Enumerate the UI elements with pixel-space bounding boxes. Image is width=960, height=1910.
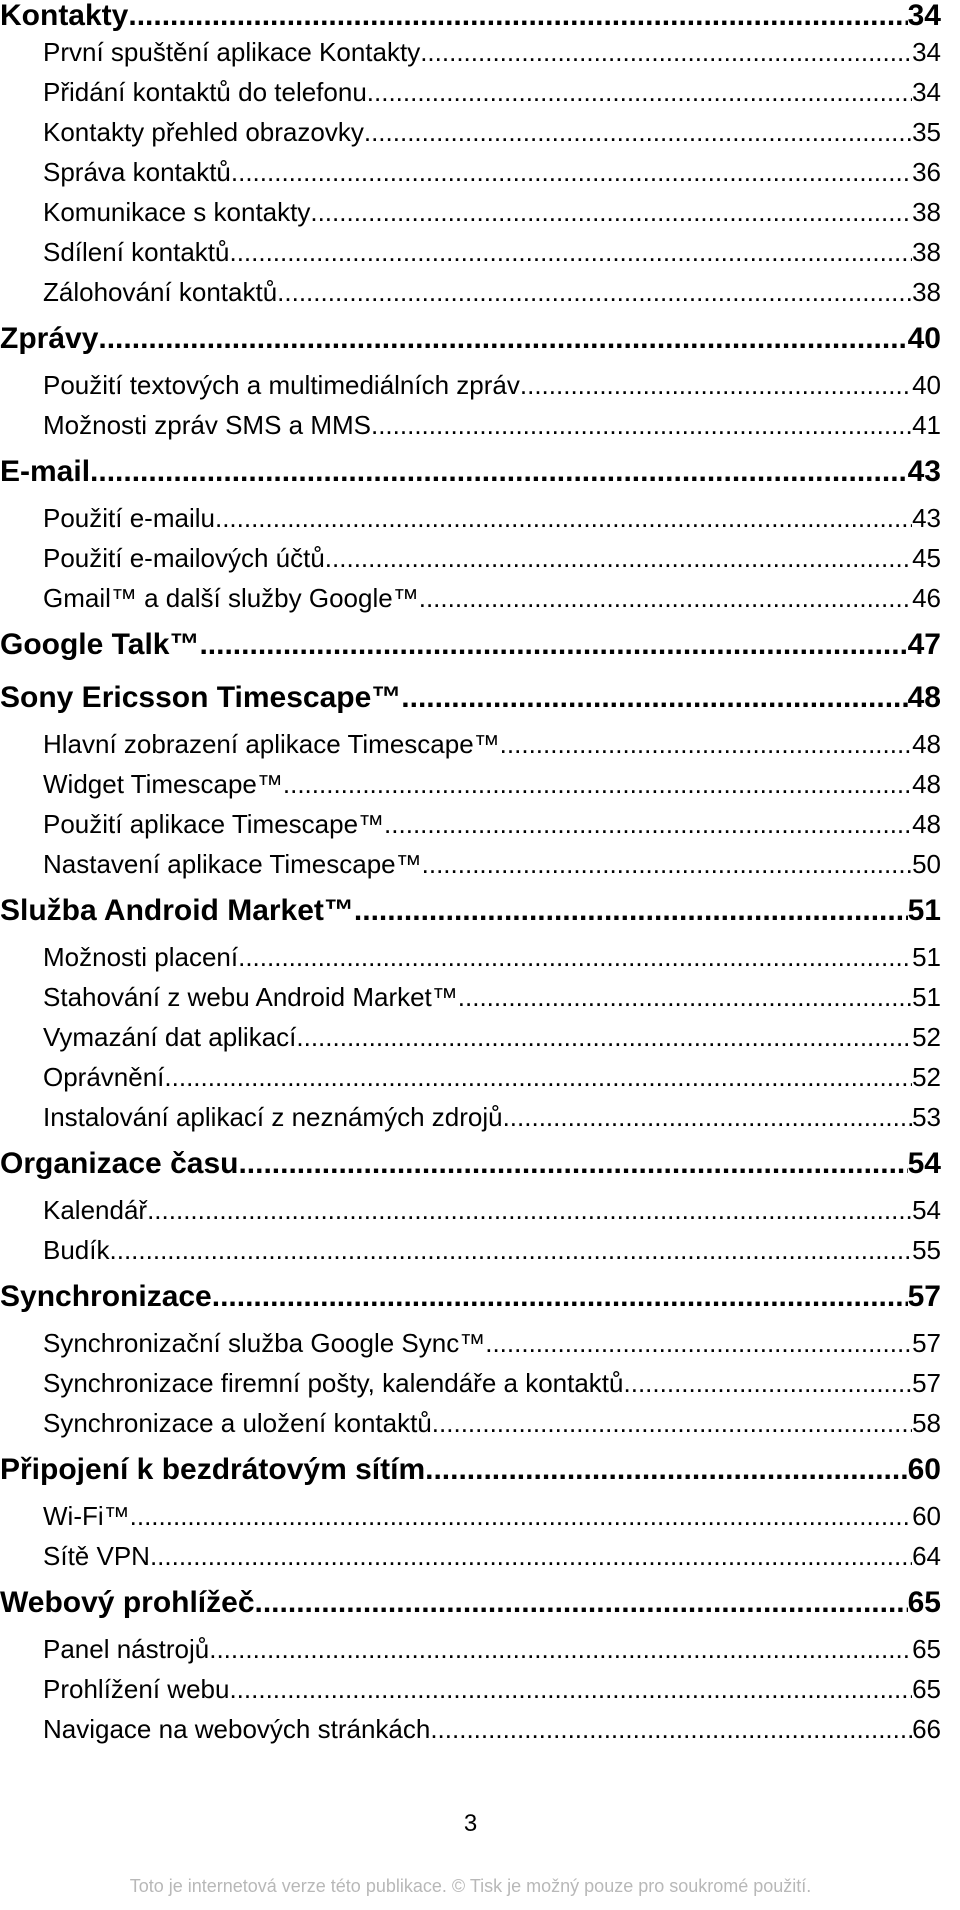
toc-entry-page: 45 — [912, 543, 941, 573]
toc-section-row[interactable] — [0, 1709, 941, 1749]
toc-entry-page: 66 — [912, 1714, 941, 1744]
dot-leader — [310, 192, 912, 232]
dot-leader — [422, 844, 912, 884]
toc-entry-title: Použití aplikace Timescape™ — [43, 809, 385, 839]
toc-chapter-row[interactable] — [0, 312, 941, 365]
toc-entry-title: Oprávnění — [43, 1062, 165, 1092]
dot-leader — [229, 1669, 912, 1709]
toc-section-row[interactable] — [0, 1097, 941, 1137]
dot-leader — [238, 1137, 907, 1190]
toc-entry-title: Kalendář — [43, 1195, 148, 1225]
footer-note: Toto je internetová verze této publikace. © Tisk je možný pouze pro soukromé použití. — [129, 1876, 812, 1896]
toc-entry-page: 55 — [912, 1235, 941, 1265]
toc-section-row[interactable] — [0, 1323, 941, 1363]
toc-entry-title: První spuštění aplikace Kontakty — [43, 37, 421, 67]
dot-leader — [384, 804, 912, 844]
dot-leader — [231, 152, 912, 192]
toc-entry-page: 48 — [912, 809, 941, 839]
toc-entry-page: 34 — [907, 0, 941, 32]
toc-section-row[interactable] — [0, 192, 941, 232]
dot-leader — [371, 405, 912, 445]
toc-entry-title: Připojení k bezdrátovým sítím — [0, 1453, 426, 1486]
toc-entry-title: Komunikace s kontakty — [43, 197, 311, 227]
toc-entry-title: Zálohování kontaktů — [43, 277, 278, 307]
dot-leader — [283, 764, 912, 804]
toc-entry-title: Synchronizace firemní pošty, kalendáře a kontaktů — [43, 1368, 624, 1398]
toc-entry-title: Synchronizace — [0, 1280, 212, 1313]
toc-entry-page: 54 — [912, 1195, 941, 1225]
toc-section-row[interactable] — [0, 764, 941, 804]
toc-entry-page: 54 — [907, 1147, 941, 1180]
dot-leader — [98, 312, 907, 365]
toc-entry-title: Gmail™ a další služby Google™ — [43, 583, 419, 613]
toc-entry-title: Kontakty přehled obrazovky — [43, 117, 364, 147]
toc-entry-title: Stahování z webu Android Market™ — [43, 982, 458, 1012]
dot-leader — [325, 538, 912, 578]
toc-entry-title: Widget Timescape™ — [43, 769, 283, 799]
dot-leader — [128, 0, 907, 32]
toc-entry-page: 43 — [907, 455, 941, 488]
toc-entry-title: E-mail — [0, 455, 91, 488]
toc-entry-page: 51 — [907, 894, 941, 927]
dot-leader — [503, 1097, 913, 1137]
toc-entry-page: 34 — [912, 77, 941, 107]
toc-section-row[interactable] — [0, 498, 941, 538]
toc-section-row[interactable] — [0, 152, 941, 192]
dot-leader — [147, 1190, 912, 1230]
toc-entry-title: Sítě VPN — [43, 1541, 150, 1571]
dot-leader — [367, 72, 912, 112]
dot-leader — [364, 112, 912, 152]
dot-leader — [130, 1496, 912, 1536]
toc-entry-title: Sdílení kontaktů — [43, 237, 230, 267]
toc-entry-title: Správa kontaktů — [43, 157, 231, 187]
toc-entry-page: 60 — [907, 1453, 941, 1486]
toc-entry-page: 48 — [907, 681, 941, 714]
toc-entry-page: 52 — [912, 1062, 941, 1092]
toc-entry-title: Sony Ericsson Timescape™ — [0, 681, 402, 714]
dot-leader — [520, 365, 912, 405]
toc-entry-page: 57 — [912, 1368, 941, 1398]
toc-entry-title: Synchronizační služba Google Sync™ — [43, 1328, 486, 1358]
toc-entry-page: 41 — [912, 410, 941, 440]
toc-entry-page: 48 — [912, 769, 941, 799]
toc-entry-page: 47 — [907, 628, 941, 661]
toc-section-row[interactable] — [0, 1536, 941, 1576]
toc-chapter-row[interactable] — [0, 1443, 941, 1496]
toc-entry-page: 35 — [912, 117, 941, 147]
toc-section-row[interactable] — [0, 405, 941, 445]
dot-leader — [354, 884, 908, 937]
toc-entry-page: 43 — [912, 503, 941, 533]
dot-leader — [229, 232, 912, 272]
toc-entry-title: Služba Android Market™ — [0, 894, 354, 927]
dot-leader — [90, 445, 908, 498]
toc-section-row[interactable] — [0, 32, 941, 72]
toc-section-row[interactable] — [0, 1057, 941, 1097]
toc-entry-title: Budík — [43, 1235, 110, 1265]
toc-entry-title: Organizace času — [0, 1147, 239, 1180]
toc-section-row[interactable] — [0, 1190, 941, 1230]
dot-leader — [401, 671, 907, 724]
toc-entry-page: 65 — [912, 1634, 941, 1664]
toc-entry-page: 40 — [907, 322, 941, 355]
toc-entry-title: Použití e-mailových účtů — [43, 543, 325, 573]
dot-leader — [419, 578, 912, 618]
toc-section-row[interactable] — [0, 112, 941, 152]
toc-entry-title: Vymazání dat aplikací — [43, 1022, 297, 1052]
toc-entry-page: 57 — [907, 1280, 941, 1313]
toc-chapter-row[interactable] — [0, 0, 941, 32]
toc-entry-page: 38 — [912, 197, 941, 227]
dot-leader — [430, 1709, 912, 1749]
toc-chapter-row[interactable] — [0, 445, 941, 498]
toc-entry-page: 51 — [912, 982, 941, 1012]
toc-entry-title: Synchronizace a uložení kontaktů — [43, 1408, 432, 1438]
toc-section-row[interactable] — [0, 844, 941, 884]
toc-chapter-row[interactable] — [0, 1270, 941, 1323]
toc-section-row[interactable] — [0, 1230, 941, 1270]
toc-section-row[interactable] — [0, 1629, 941, 1669]
dot-leader — [255, 1576, 908, 1629]
toc-section-row[interactable] — [0, 365, 941, 405]
toc-entry-title: Hlavní zobrazení aplikace Timescape™ — [43, 729, 500, 759]
toc-section-row[interactable] — [0, 1496, 941, 1536]
dot-leader — [277, 272, 912, 312]
toc-entry-title: Přidání kontaktů do telefonu — [43, 77, 367, 107]
toc-entry-title: Navigace na webových stránkách — [43, 1714, 431, 1744]
toc-entry-page: 34 — [912, 37, 941, 67]
dot-leader — [624, 1363, 913, 1403]
toc-section-row[interactable] — [0, 272, 941, 312]
toc-entry-page: 50 — [912, 849, 941, 879]
toc-entry-title: Zprávy — [0, 322, 99, 355]
toc-entry-page: 38 — [912, 277, 941, 307]
toc-entry-page: 57 — [912, 1328, 941, 1358]
toc-entry-page: 64 — [912, 1541, 941, 1571]
toc-entry-page: 53 — [912, 1102, 941, 1132]
toc-entry-title: Webový prohlížeč — [0, 1586, 255, 1619]
toc-chapter-row[interactable] — [0, 671, 941, 724]
toc-entry-page: 51 — [912, 942, 941, 972]
dot-leader — [238, 937, 912, 977]
toc-entry-title: Panel nástrojů — [43, 1634, 210, 1664]
toc-entry-page: 38 — [912, 237, 941, 267]
dot-leader — [296, 1017, 912, 1057]
toc-chapter-row[interactable] — [0, 618, 941, 671]
dot-leader — [420, 32, 912, 72]
toc-entry-title: Kontakty — [0, 0, 129, 32]
dot-leader — [209, 1629, 912, 1669]
toc-entry-title: Možnosti placení — [43, 942, 239, 972]
dot-leader — [458, 977, 912, 1017]
toc-entry-page: 60 — [912, 1501, 941, 1531]
toc-chapter-row[interactable] — [0, 884, 941, 937]
dot-leader — [500, 724, 912, 764]
toc-section-row[interactable] — [0, 804, 941, 844]
toc-entry-page: 48 — [912, 729, 941, 759]
toc-section-row[interactable] — [0, 232, 941, 272]
dot-leader — [110, 1230, 913, 1270]
dot-leader — [215, 498, 912, 538]
toc-entry-title: Instalování aplikací z neznámých zdrojů — [43, 1102, 503, 1132]
toc-chapter-row[interactable] — [0, 1576, 941, 1629]
dot-leader — [164, 1057, 912, 1097]
dot-leader — [150, 1536, 912, 1576]
toc-entry-page: 52 — [912, 1022, 941, 1052]
dot-leader — [425, 1443, 908, 1496]
toc-entry-title: Prohlížení webu — [43, 1674, 230, 1704]
toc-section-row[interactable] — [0, 1403, 941, 1443]
toc-section-row[interactable] — [0, 1017, 941, 1057]
toc-section-row[interactable] — [0, 724, 941, 764]
toc-entry-title: Použití textových a multimediálních zpráv — [43, 370, 520, 400]
toc-entry-page: 58 — [912, 1408, 941, 1438]
toc-entry-title: Možnosti zpráv SMS a MMS — [43, 410, 371, 440]
toc-chapter-row[interactable] — [0, 1137, 941, 1190]
toc-section-row[interactable] — [0, 578, 941, 618]
dot-leader — [199, 618, 907, 671]
page-number: 3 — [463, 1810, 478, 1837]
toc-entry-page: 65 — [907, 1586, 941, 1619]
dot-leader — [212, 1270, 908, 1323]
dot-leader — [485, 1323, 912, 1363]
toc-section-row[interactable] — [0, 1669, 941, 1709]
toc-section-row[interactable] — [0, 937, 941, 977]
toc-entry-title: Použití e-mailu — [43, 503, 215, 533]
toc-entry-title: Wi-Fi™ — [43, 1501, 130, 1531]
toc-section-row[interactable] — [0, 977, 941, 1017]
toc-entry-title: Google Talk™ — [0, 628, 200, 661]
toc-entry-page: 65 — [912, 1674, 941, 1704]
toc-entry-page: 46 — [912, 583, 941, 613]
toc-entry-title: Nastavení aplikace Timescape™ — [43, 849, 422, 879]
dot-leader — [432, 1403, 912, 1443]
toc-entry-page: 40 — [912, 370, 941, 400]
toc-entry-page: 36 — [912, 157, 941, 187]
toc-section-row[interactable] — [0, 1363, 941, 1403]
toc-section-row[interactable] — [0, 538, 941, 578]
toc-section-row[interactable] — [0, 72, 941, 112]
